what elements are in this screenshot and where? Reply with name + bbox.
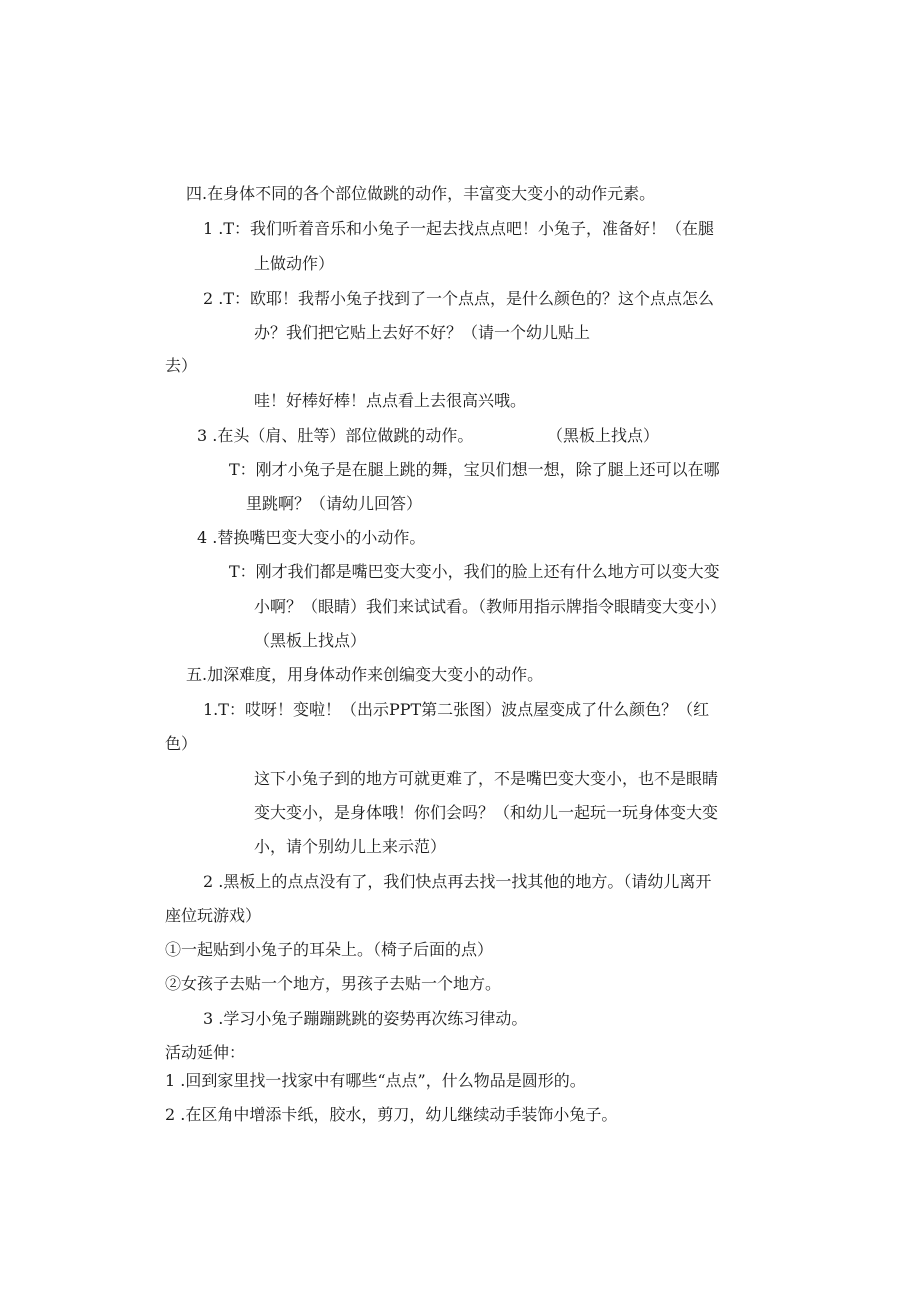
s5-item1-line4: 变大变小，是身体哦！你们会吗？（和幼儿一起玩一玩身体变大变 [254,803,719,822]
s4-item2-line2: 办？我们把它贴上去好不好？（请一个幼儿贴上 [254,323,591,342]
extension-item2: 2 .在区角中增添卡纸，胶水，剪刀，幼儿继续动手装饰小兔子。 [165,1105,618,1124]
s5-item2-sub1: ①一起贴到小兔子的耳朵上。（椅子后面的点） [165,940,494,959]
s5-item1-line2: 色） [165,734,198,753]
extension-item1: 1 .回到家里找一找家中有哪些“点点”，什么物品是圆形的。 [165,1071,586,1090]
s4-item2-line3: 去） [165,356,198,375]
s4-item4-line1: 4 .替换嘴巴变大变小的小动作。 [197,528,426,547]
s4-item4-line3: 小啊？（眼睛）我们来试试看。（教师用指示牌指令眼睛变大变小） [254,597,727,616]
s4-item3-line1: 3 .在头（肩、肚等）部位做跳的动作。 [197,426,474,445]
s5-item1-line1: 1.T：哎呀！变啦！（出示PPT第二张图）波点屋变成了什么颜色？（红 [203,700,710,719]
s4-item1-line1: 1 .T：我们听着音乐和小兔子一起去找点点吧！小兔子，准备好！（在腿 [203,219,715,238]
extension-heading: 活动延伸： [165,1043,246,1062]
s4-item3-line2: T：刚才小兔子是在腿上跳的舞，宝贝们想一想，除了腿上还可以在哪 [229,460,720,479]
s4-item4-line4: （黑板上找点） [254,631,367,650]
section-5-heading: 五.加深难度，用身体动作来创编变大变小的动作。 [186,665,544,684]
s4-item2-line4: 哇！好棒好棒！点点看上去很高兴哦。 [254,391,527,410]
s4-item1-line2: 上做动作） [254,254,335,273]
s5-item1-line3: 这下小兔子到的地方可就更难了，不是嘴巴变大变小，也不是眼睛 [254,769,719,788]
section-4-heading: 四.在身体不同的各个部位做跳的动作，丰富变大变小的动作元素。 [186,184,656,203]
s4-item4-line2: T：刚才我们都是嘴巴变大变小，我们的脸上还有什么地方可以变大变 [229,562,720,581]
s5-item1-line5: 小，请个别幼儿上来示范） [254,837,447,856]
s5-item2-line2: 座位玩游戏） [165,906,262,925]
s4-item3-note: （黑板上找点） [547,426,660,445]
s5-item2-sub2: ②女孩子去贴一个地方，男孩子去贴一个地方。 [165,974,502,993]
s4-item2-line1: 2 .T：欧耶！我帮小兔子找到了一个点点，是什么颜色的？这个点点怎么 [203,289,715,308]
s4-item3-line3: 里跳啊？（请幼儿回答） [246,494,423,513]
s5-item3-line1: 3 .学习小兔子蹦蹦跳跳的姿势再次练习律动。 [203,1009,528,1028]
s5-item2-line1: 2 .黑板上的点点没有了，我们快点再去找一找其他的地方。（请幼儿离开 [203,872,712,891]
